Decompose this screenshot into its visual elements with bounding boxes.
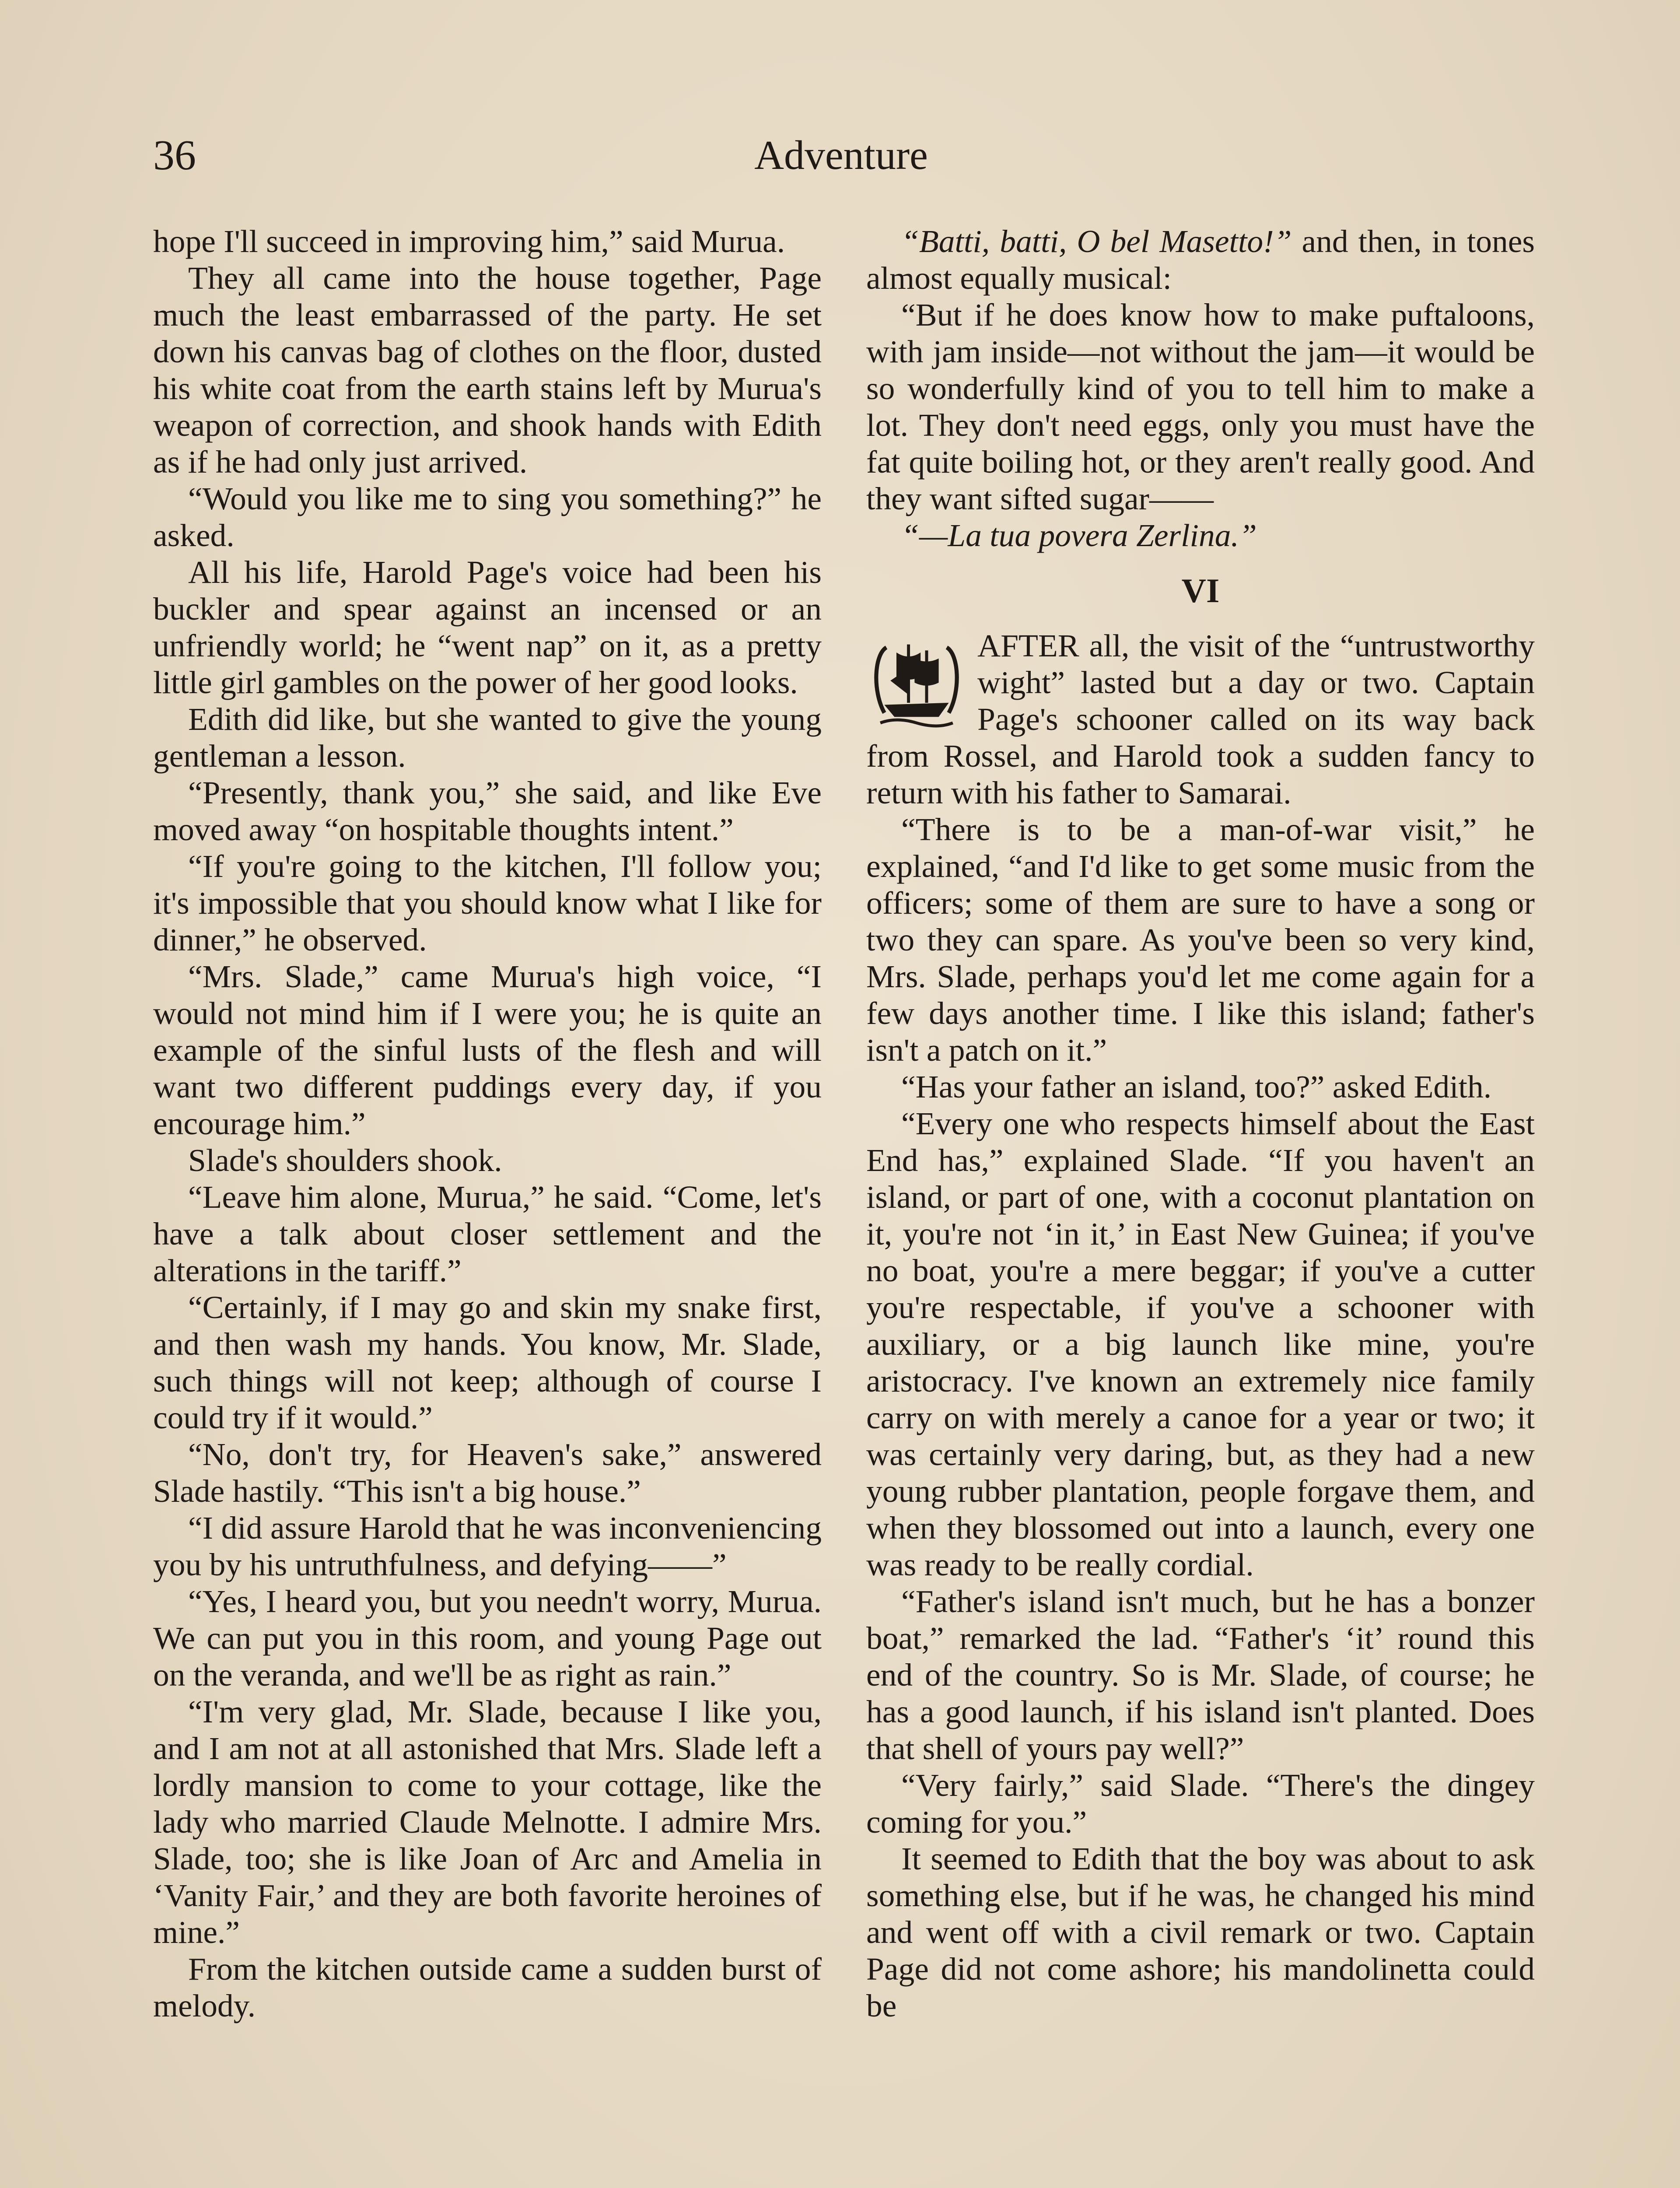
paragraph: “Every one who respects himself about the East End has,” explained Slade. “If you haven't an island, or part of one, with a coconut plantation on it, you're not ‘in it,’ in East New Guinea; if you've no boat, you're a mere beggar; if you've a cutter you're respectable, if you've a schooner with auxiliary, or a big launch like mine, you're aristocracy. I've known an extremely nice family carry on with merely a canoe for a year or two; it was certainly very daring, but, as they had a new young rubber plantation, people forgave them, and when they blossomed out into a launch, every one was ready to be really cordial. <box>866 1106 1535 1582</box>
paragraph: “Father's island isn't much, but he has a bonzer boat,” remarked the lad. “Father's ‘it’ round this end of the country. So is Mr. Slade, of course; he has a good launch, if his island isn't planted. Does that shell of yours pay well?” <box>866 1584 1535 1766</box>
paragraph: “Mrs. Slade,” came Murua's high voice, “I would not mind him if I were you; he is quite an example of the sinful lusts of the flesh and will want two different puddings every day, if you encourage him.” <box>153 959 822 1141</box>
paragraph: They all came into the house together, Page much the least embarrassed of the party. He set down his canvas bag of clothes on the floor, dusted his white coat from the earth stains left by Murua's weapon of correction, and shook hands with Edith as if he had only just arrived. <box>153 260 822 480</box>
section-heading: VI <box>1181 572 1220 610</box>
paragraph: hope I'll succeed in improving him,” said Murua. <box>153 224 785 259</box>
song-paragraph-rest: and then, in tones almost equally musical: <box>866 224 1535 296</box>
song-line-text: “—La tua povera Zerlina.” <box>901 518 1257 553</box>
page-number: 36 <box>153 132 196 179</box>
paragraph: Slade's shoulders shook. <box>188 1143 502 1178</box>
section-opening <box>866 628 1535 811</box>
paragraph: Edith did like, but she wanted to give the young gentleman a lesson. <box>153 701 822 774</box>
song-line: “Batti, batti, O bel Masetto!” <box>901 224 1292 259</box>
paragraph: From the kitchen outside came a sudden burst of melody. <box>153 1951 822 2023</box>
running-title: Adventure <box>754 133 928 178</box>
paragraph: “Certainly, if I may go and skin my snake first, and then wash my hands. You know, Mr. Slade, such things will not keep; although of course I could try if it would.” <box>153 1290 822 1435</box>
paragraph: All his life, Harold Page's voice had been his buckler and spear against an incensed or an unfriendly world; he “went nap” on it, as a pretty little girl gambles on the power of her good looks. <box>153 554 822 700</box>
paragraph: “But if he does know how to make puftaloons, with jam inside—not without the jam—it would be so wonderfully kind of you to tell him to make a lot. They don't need eggs, only you must have the fat quite boiling hot, or they aren't really good. And they want sifted sugar—— <box>866 297 1535 516</box>
opening-paragraph: AFTER all, the visit of the “untrustworthy wight” lasted but a day or two. Captain Page's schooner called on its way back from Rossel, and Harold took a sudden fancy to return with his father to Samarai. <box>866 628 1535 810</box>
paragraph: “I did assure Harold that he was inconveniencing you by his untruthfulness, and defying——” <box>153 1510 822 1582</box>
paragraph: “Yes, I heard you, but you needn't worry, Murua. We can put you in this room, and young Page out on the veranda, and we'll be as right as rain.” <box>153 1584 822 1693</box>
page-header <box>153 131 1529 179</box>
song-line <box>866 517 1535 554</box>
song-paragraph <box>866 223 1535 297</box>
right-column <box>866 223 1535 2024</box>
paragraph: “There is to be a man-of-war visit,” he explained, “and I'd like to get some music from the officers; some of them are sure to have a song or two they can spare. As you've been so very kind, Mrs. Slade, perhaps you'd let me come again for a few days another time. I like this island; father's isn't a patch on it.” <box>866 812 1535 1068</box>
sailing-ship-icon <box>866 631 967 734</box>
paragraph: “Would you like me to sing you something?” he asked. <box>153 481 822 553</box>
paragraph: “Has your father an island, too?” asked Edith. <box>901 1069 1492 1105</box>
paragraph: “Very fairly,” said Slade. “There's the dingey coming for you.” <box>866 1767 1535 1840</box>
paragraph: “Leave him alone, Murua,” he said. “Come, let's have a talk about closer settlement and the alterations in the tariff.” <box>153 1179 822 1288</box>
left-column <box>153 223 822 2024</box>
paragraph: “If you're going to the kitchen, I'll follow you; it's impossible that you should know what I like for dinner,” he observed. <box>153 849 822 957</box>
paragraph: “I'm very glad, Mr. Slade, because I like you, and I am not at all astonished that Mrs. Slade left a lordly mansion to come to your cottage, like the lady who married Claude Melnotte. I admire Mrs. Slade, too; she is like Joan of Arc and Amelia in ‘Vanity Fair,’ and they are both favorite heroines of mine.” <box>153 1694 822 1950</box>
paragraph: “Presently, thank you,” she said, and like Eve moved away “on hospitable thoughts intent.” <box>153 775 822 847</box>
paragraph: “No, don't try, for Heaven's sake,” answered Slade hastily. “This isn't a big house.” <box>153 1437 822 1509</box>
paragraph: It seemed to Edith that the boy was about to ask something else, but if he was, he changed his mind and went off with a civil remark or two. Captain Page did not come ashore; his mandolinetta could be <box>866 1841 1535 2023</box>
